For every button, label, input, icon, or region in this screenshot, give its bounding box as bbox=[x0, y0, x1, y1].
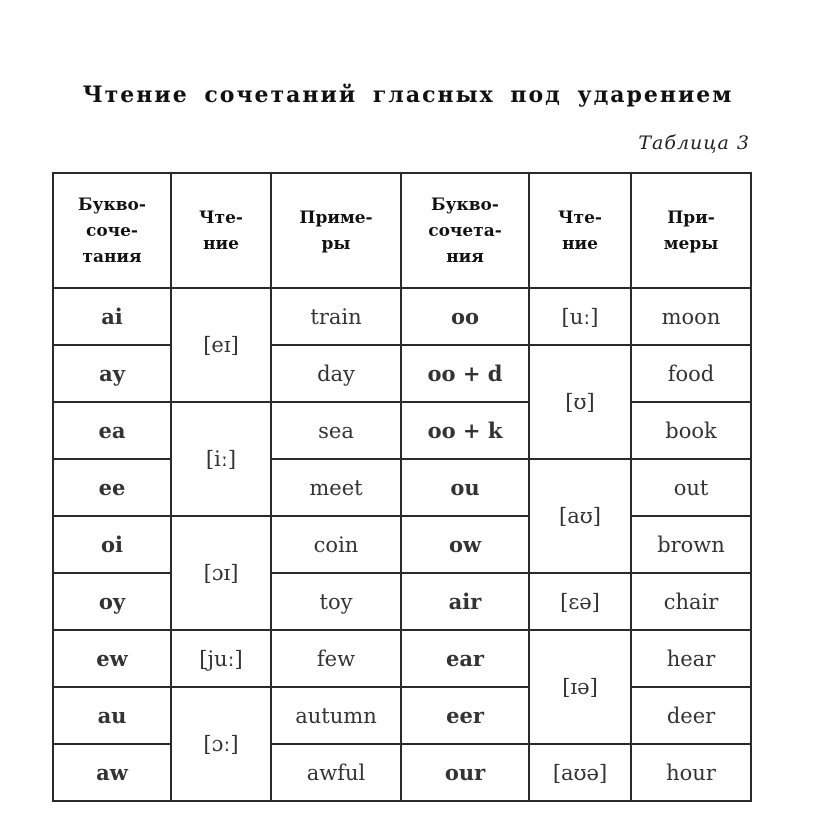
table-row bbox=[53, 288, 751, 345]
header-label: Приме- ры bbox=[299, 207, 373, 254]
combo-cell: ai bbox=[53, 288, 171, 345]
header-letter-combinations-2 bbox=[401, 173, 529, 288]
combo-cell: ew bbox=[53, 630, 171, 687]
reading-cell: [ɔː] bbox=[171, 687, 271, 801]
reading-cell: [iː] bbox=[171, 402, 271, 516]
combo-cell: oo + d bbox=[401, 345, 529, 402]
example-cell: hear bbox=[631, 630, 751, 687]
combo-cell: air bbox=[401, 573, 529, 630]
combo-cell: ear bbox=[401, 630, 529, 687]
header-label: Чте- ние bbox=[199, 207, 243, 254]
reading-cell: [ʊ] bbox=[529, 345, 631, 459]
header-examples bbox=[271, 173, 401, 288]
combo-cell: ee bbox=[53, 459, 171, 516]
header-label: Букво- соче- тания bbox=[78, 194, 146, 267]
example-cell: autumn bbox=[271, 687, 401, 744]
combo-cell: ou bbox=[401, 459, 529, 516]
example-cell: sea bbox=[271, 402, 401, 459]
combo-cell: eer bbox=[401, 687, 529, 744]
reading-cell: [uː] bbox=[529, 288, 631, 345]
header-label: При- меры bbox=[663, 207, 719, 254]
combo-cell: oy bbox=[53, 573, 171, 630]
example-cell: chair bbox=[631, 573, 751, 630]
example-cell: brown bbox=[631, 516, 751, 573]
example-cell: few bbox=[271, 630, 401, 687]
combo-cell: oi bbox=[53, 516, 171, 573]
combo-cell: oo + k bbox=[401, 402, 529, 459]
table-row bbox=[53, 402, 751, 459]
combo-cell: our bbox=[401, 744, 529, 801]
header-reading bbox=[171, 173, 271, 288]
header-examples-2 bbox=[631, 173, 751, 288]
combo-cell: au bbox=[53, 687, 171, 744]
page-title: Чтение сочетаний гласных под ударением bbox=[82, 82, 734, 108]
example-cell: day bbox=[271, 345, 401, 402]
reading-cell: [aʊ] bbox=[529, 459, 631, 573]
table-row bbox=[53, 573, 751, 630]
table-caption: Таблица 3 bbox=[638, 132, 750, 154]
table-row bbox=[53, 516, 751, 573]
example-cell: book bbox=[631, 402, 751, 459]
reading-cell: [aʊə] bbox=[529, 744, 631, 801]
header-letter-combinations bbox=[53, 173, 171, 288]
reading-cell: [eɪ] bbox=[171, 288, 271, 402]
table-row bbox=[53, 459, 751, 516]
table-row bbox=[53, 345, 751, 402]
header-label: Букво- сочета- ния bbox=[428, 194, 502, 267]
table-row bbox=[53, 687, 751, 744]
reading-cell: [ɔɪ] bbox=[171, 516, 271, 630]
example-cell: train bbox=[271, 288, 401, 345]
reading-cell: [juː] bbox=[171, 630, 271, 687]
table-header-row bbox=[53, 173, 751, 288]
example-cell: coin bbox=[271, 516, 401, 573]
combo-cell: ay bbox=[53, 345, 171, 402]
combo-cell: ow bbox=[401, 516, 529, 573]
example-cell: deer bbox=[631, 687, 751, 744]
header-label: Чте- ние bbox=[558, 207, 602, 254]
combo-cell: oo bbox=[401, 288, 529, 345]
example-cell: food bbox=[631, 345, 751, 402]
vowel-combinations-table bbox=[52, 172, 752, 802]
table-row bbox=[53, 744, 751, 801]
reading-cell: [ɛə] bbox=[529, 573, 631, 630]
reading-cell: [ɪə] bbox=[529, 630, 631, 744]
combo-cell: ea bbox=[53, 402, 171, 459]
example-cell: out bbox=[631, 459, 751, 516]
example-cell: hour bbox=[631, 744, 751, 801]
combo-cell: aw bbox=[53, 744, 171, 801]
example-cell: toy bbox=[271, 573, 401, 630]
example-cell: moon bbox=[631, 288, 751, 345]
example-cell: meet bbox=[271, 459, 401, 516]
example-cell: awful bbox=[271, 744, 401, 801]
header-reading-2 bbox=[529, 173, 631, 288]
table-row bbox=[53, 630, 751, 687]
